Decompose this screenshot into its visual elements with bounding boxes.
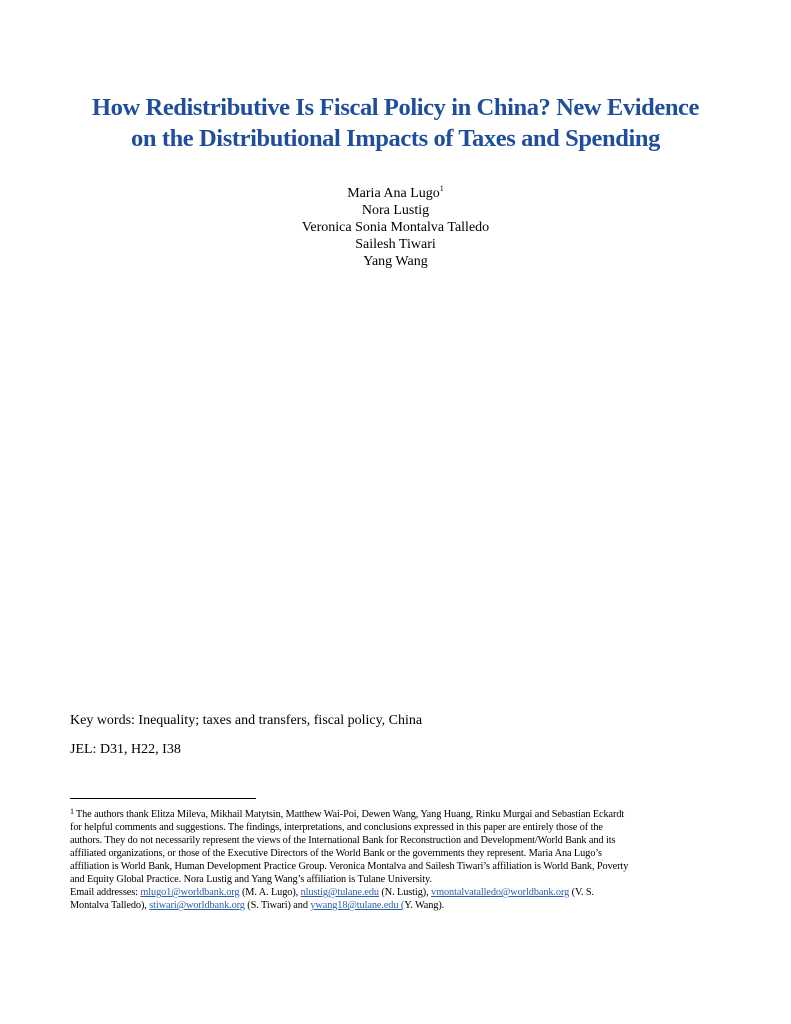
author-list: [0, 185, 791, 270]
author-name: Maria Ana Lugo$^1$: [347, 184, 444, 201]
footnote: [70, 808, 730, 912]
author-name: Sailesh Tiwari: [355, 237, 436, 252]
footnote-marker: 1: [439, 184, 444, 193]
footnote-emails-line-2: Montalva Talledo), stiwari@worldbank.org (S. Tiwari) and ywang18@tulane.edu (Y. Wang).: [70, 900, 445, 911]
footnote-number: 1: [70, 807, 74, 816]
paper-title: [40, 92, 751, 154]
paper-title-line-1: How Redistributive Is Fiscal Policy in China? New Evidence: [92, 94, 699, 121]
footnote-emails-line-1: Email addresses: mlugo1@worldbank.org (M. A. Lugo), nlustig@tulane.edu (N. Lustig), vmontalvatalledo@worldbank.org (V. S.: [70, 887, 595, 898]
email-link-lugo[interactable]: mlugo1@worldbank.org: [140, 887, 240, 898]
footnote-separator: [70, 798, 256, 799]
paper-title-line-2: on the Distributional Impacts of Taxes and Spending: [131, 125, 660, 152]
email-link-lustig[interactable]: nlustig@tulane.edu: [300, 887, 379, 898]
email-link-montalva[interactable]: vmontalvatalledo@worldbank.org: [431, 887, 570, 898]
author-name: Yang Wang: [363, 254, 428, 269]
footnote-line: affiliation is World Bank, Human Development Practice Group. Veronica Montalva and Sailesh Tiwari’s affiliation is World Bank, Poverty: [70, 861, 629, 872]
footnote-line: $^1$ The authors thank Elitza Mileva, Mikhail Matytsin, Matthew Wai-Poi, Dewen Wang, Yang Huang, Rinku Murgai and Sebastian Eckardt: [70, 807, 625, 820]
footnote-line: authors. They do not necessarily represent the views of the International Bank for Reconstruction and Development/World Bank and its: [70, 835, 616, 846]
jel-codes: JEL: D31, H22, I38: [70, 742, 181, 757]
author-name: Nora Lustig: [361, 203, 430, 218]
footnote-line: for helpful comments and suggestions. The findings, interpretations, and conclusions expressed in this paper are entirely those of the: [70, 822, 603, 833]
footnote-line: affiliated organizations, or those of the Executive Directors of the World Bank or the governments they represent. Maria Ana Lugo’s: [70, 848, 602, 859]
email-link-tiwari[interactable]: stiwari@worldbank.org: [149, 900, 245, 911]
keywords: Key words: Inequality; taxes and transfers, fiscal policy, China: [70, 713, 423, 728]
email-link-wang[interactable]: ywang18@tulane.edu (: [310, 900, 405, 911]
footnote-line: and Equity Global Practice. Nora Lustig and Yang Wang’s affiliation is Tulane University.: [70, 874, 432, 885]
author-name: Veronica Sonia Montalva Talledo: [301, 220, 490, 235]
